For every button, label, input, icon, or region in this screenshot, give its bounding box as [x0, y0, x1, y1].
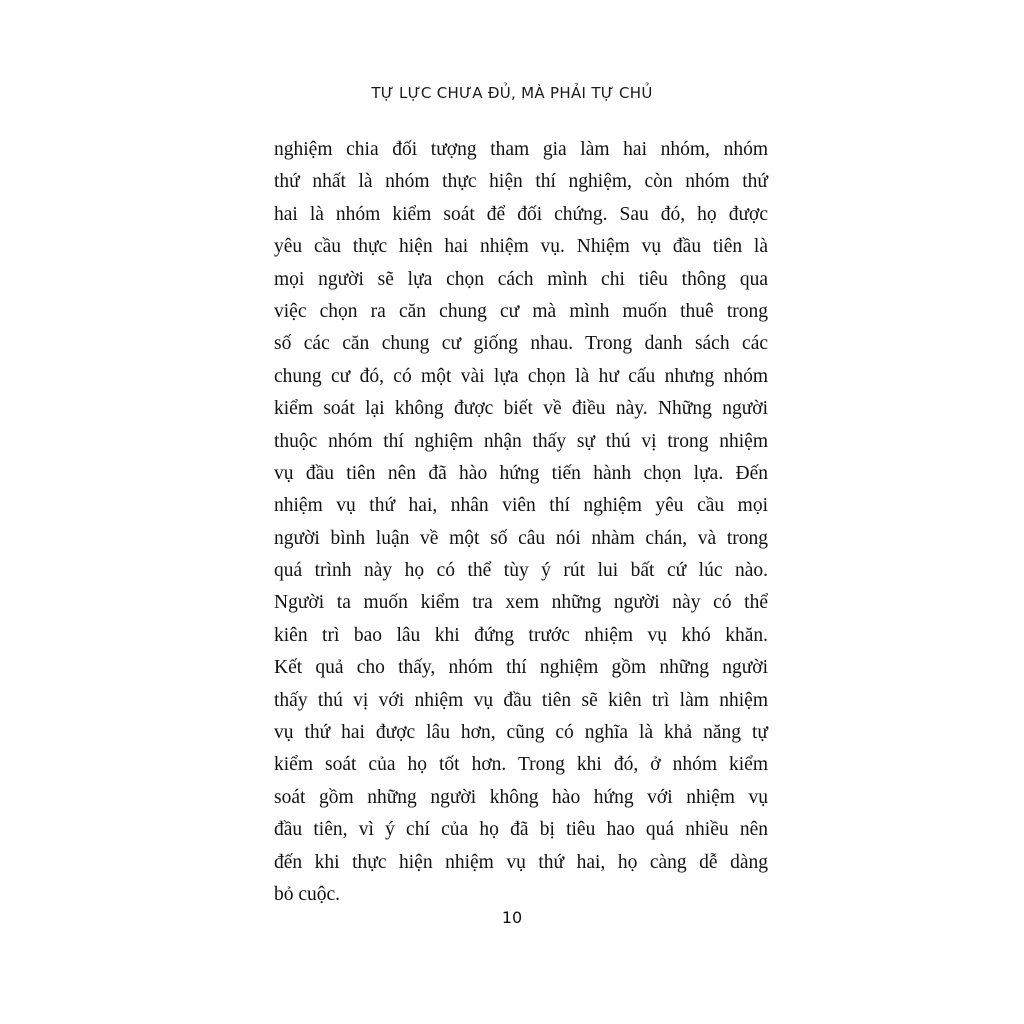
text-line: Người ta muốn kiểm tra xem những người này có thể	[274, 592, 768, 614]
text-line: Kết quả cho thấy, nhóm thí nghiệm gồm những người	[274, 657, 768, 679]
text-line: nhiệm vụ thứ hai, nhân viên thí nghiệm yêu cầu mọi	[274, 495, 768, 517]
text-line: quá trình này họ có thể tùy ý rút lui bất cứ lúc nào.	[274, 560, 768, 582]
text-line: nghiệm chia đối tượng tham gia làm hai nhóm, nhóm	[274, 139, 768, 160]
page-number: 10	[501, 908, 523, 927]
text-line: hai là nhóm kiểm soát để đối chứng. Sau đó, họ được	[274, 203, 768, 225]
body-paragraph	[274, 134, 768, 911]
text-line: soát gồm những người không hào hứng với nhiệm vụ	[274, 786, 768, 808]
text-line: vụ đầu tiên nên đã hào hứng tiến hành chọn lựa. Đến	[274, 462, 768, 484]
text-line: thuộc nhóm thí nghiệm nhận thấy sự thú vị trong nhiệm	[274, 430, 768, 452]
text-line: vụ thứ hai được lâu hơn, cũng có nghĩa là khả năng tự	[274, 722, 768, 744]
text-line: chung cư đó, có một vài lựa chọn là hư cấu nhưng nhóm	[274, 365, 768, 387]
text-line: đầu tiên, vì ý chí của họ đã bị tiêu hao quá nhiều nên	[274, 819, 768, 841]
text-line: thứ nhất là nhóm thực hiện thí nghiệm, còn nhóm thứ	[274, 171, 768, 193]
text-line: yêu cầu thực hiện hai nhiệm vụ. Nhiệm vụ đầu tiên là	[274, 236, 768, 258]
text-line: kiên trì bao lâu khi đứng trước nhiệm vụ khó khăn.	[274, 624, 768, 646]
text-line: thấy thú vị với nhiệm vụ đầu tiên sẽ kiên trì làm nhiệm	[274, 689, 768, 711]
text-line: việc chọn ra căn chung cư mà mình muốn thuê trong	[274, 300, 768, 322]
text-line: số các căn chung cư giống nhau. Trong danh sách các	[274, 333, 768, 355]
text-line: đến khi thực hiện nhiệm vụ thứ hai, họ càng dễ dàng	[274, 851, 768, 873]
text-line: mọi người sẽ lựa chọn cách mình chi tiêu thông qua	[274, 268, 768, 290]
text-line: kiểm soát của họ tốt hơn. Trong khi đó, ở nhóm kiểm	[274, 754, 768, 776]
text-line-last: bỏ cuộc.	[274, 883, 341, 905]
running-header: TỰ LỰC CHƯA ĐỦ, MÀ PHẢI TỰ CHỦ	[371, 84, 653, 102]
text-line: kiểm soát lại không được biết về điều này. Những người	[274, 398, 768, 420]
text-line: người bình luận về một số câu nói nhàm chán, và trong	[274, 527, 768, 549]
